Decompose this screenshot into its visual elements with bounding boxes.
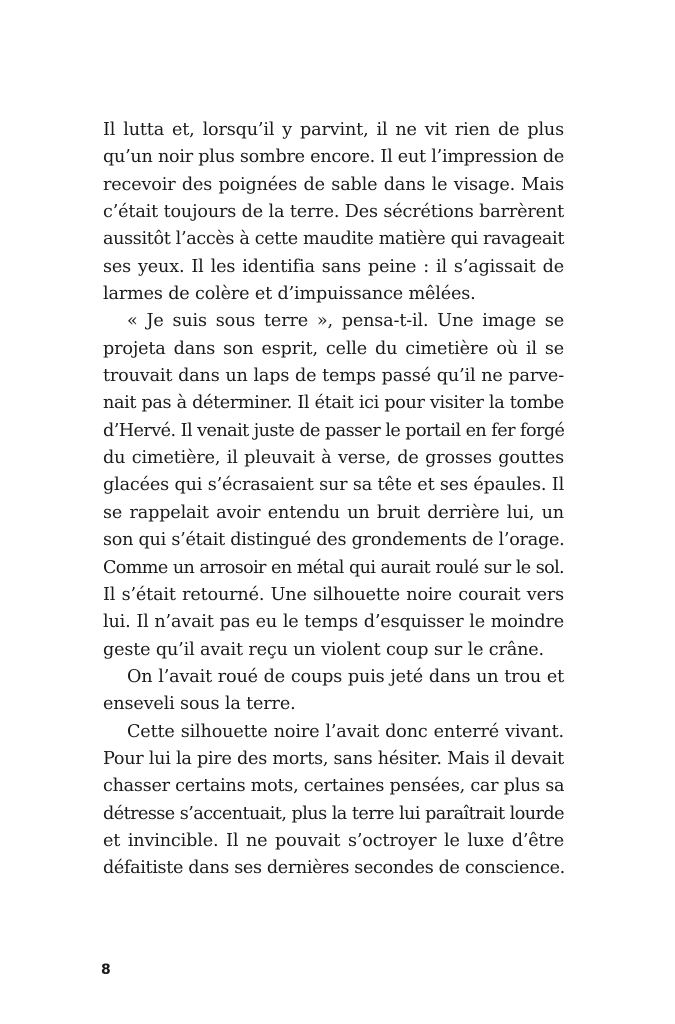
text-line: qu’un noir plus sombre encore. Il eut l’impression de: [103, 147, 564, 168]
text-line: recevoir des poignées de sable dans le visage. Mais: [103, 174, 564, 195]
text-line: et invincible. Il ne pouvait s’octroyer le luxe d’être: [103, 830, 564, 851]
text-line: enseveli sous la terre.: [103, 694, 296, 715]
text-line: aussitôt l’accès à cette maudite matière qui ravageait: [103, 229, 565, 250]
text-line: son qui s’était distingué des grondements de l’orage.: [103, 530, 565, 551]
text-line: d’Hervé. Il venait juste de passer le portail en fer forgé: [103, 420, 565, 441]
text-line: du cimetière, il pleuvait à verse, de grosses gouttes: [103, 448, 564, 469]
text-line: détresse s’accentuait, plus la terre lui paraîtrait lourde: [103, 803, 564, 824]
text-line: Il lutta et, lorsqu’il y parvint, il ne vit rien de plus: [103, 120, 564, 140]
page-number: 8: [101, 962, 111, 978]
text-line: Il s’était retourné. Une silhouette noire courait vers: [103, 584, 564, 605]
text-line: Comme un arrosoir en métal qui aurait roulé sur le sol.: [103, 557, 564, 578]
text-line: Pour lui la pire des morts, sans hésiter. Mais il devait: [103, 748, 564, 769]
text-line: On l’avait roué de coups puis jeté dans un trou et: [127, 666, 564, 687]
text-line: chasser certains mots, certaines pensées, car plus sa: [103, 776, 565, 797]
text-line: se rappelait avoir entendu un bruit derrière lui, un: [103, 502, 564, 523]
text-line: projeta dans son esprit, celle du cimetière où il se: [103, 338, 564, 359]
text-line: lui. Il n’avait pas eu le temps d’esquisser le moindre: [103, 612, 564, 633]
text-line: défaitiste dans ses dernières secondes de conscience.: [103, 858, 565, 879]
body-text: [103, 117, 564, 883]
text-line: « Je suis sous terre », pensa-t-il. Une image se: [127, 311, 564, 332]
text-line: c’était toujours de la terre. Des sécrétions barrèrent: [103, 202, 564, 223]
text-line: trouvait dans un laps de temps passé qu’il ne parve-: [103, 366, 564, 387]
text-line: larmes de colère et d’impuissance mêlées.: [103, 284, 476, 305]
text-line: nait pas à déterminer. Il était ici pour visiter la tombe: [103, 393, 564, 414]
text-line: geste qu’il avait reçu un violent coup sur le crâne.: [103, 639, 544, 660]
text-line: ses yeux. Il les identifia sans peine : il s’agissait de: [103, 256, 564, 277]
text-line: glacées qui s’écrasaient sur sa tête et ses épaules. Il: [103, 475, 565, 496]
text-line: Cette silhouette noire l’avait donc enterré vivant.: [127, 721, 564, 742]
